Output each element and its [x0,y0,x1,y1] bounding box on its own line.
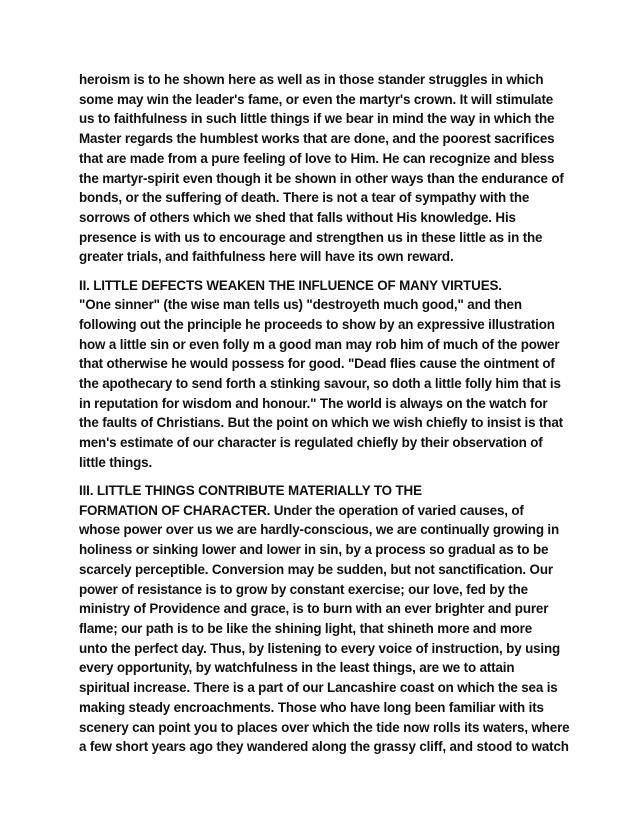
text-line: power of resistance is to grow by constant exercise; our love, fed by the [79,581,528,597]
text-line: FORMATION OF CHARACTER. Under the operation of varied causes, of [79,502,524,518]
text-line: little things. [79,454,153,470]
text-line: making steady encroachments. Those who have long been familiar with its [79,699,544,715]
text-line: us to faithfulness in such little things if we bear in mind the way in which the [79,111,555,127]
text-line: that otherwise he would possess for good. "Dead flies cause the ointment of [79,356,555,372]
text-line: sorrows of others which we shed that falls without His knowledge. His [79,209,516,225]
text-line: a few short years ago they wandered along the grassy cliff, and stood to watch [79,739,569,755]
section-heading-little-things: III. LITTLE THINGS CONTRIBUTE MATERIALLY TO THE [79,483,422,499]
text-line: holiness or sinking lower and lower in sin, by a process so gradual as to be [79,542,549,558]
text-line: how a little sin or even folly m a good man may rob him of much of the power [79,336,560,352]
text-line: some may win the leader's fame, or even the martyr's crown. It will stimulate [79,91,554,107]
body-text [79,70,573,765]
paragraph-little-things [79,481,573,757]
section-heading-little-defects: II. LITTLE DEFECTS WEAKEN THE INFLUENCE OF MANY VIRTUES. [79,277,502,293]
text-line: whose power over us we are hardly-conscious, we are continually growing in [79,522,560,538]
text-line: the faults of Christians. But the point on which we wish chiefly to insist is that [79,415,563,431]
text-line: spiritual increase. There is a part of our Lancashire coast on which the sea is [79,680,558,696]
text-line: greater trials, and faithfulness here will have its own reward. [79,249,454,265]
paragraph-heroism [79,70,573,267]
text-line: heroism is to he shown here as well as in those stander struggles in which [79,72,544,87]
text-line: following out the principle he proceeds to show by an expressive illustration [79,316,555,332]
text-line: every opportunity, by watchfulness in the least things, are we to attain [79,660,515,676]
text-line: in reputation for wisdom and honour." The world is always on the watch for [79,395,548,411]
text-line: scenery can point you to places over which the tide now rolls its waters, where [79,719,570,735]
text-line: Master regards the humblest works that are done, and the poorest sacrifices [79,131,555,147]
text-line: ministry of Providence and grace, is to burn with an ever brighter and purer [79,601,549,617]
text-line: flame; our path is to be like the shining light, that shineth more and more [79,620,533,636]
text-line: men's estimate of our character is regulated chiefly by their observation of [79,435,543,451]
text-line: scarcely perceptible. Conversion may be sudden, but not sanctification. Our [79,561,553,577]
text-line: that are made from a pure feeling of love to Him. He can recognize and bless [79,150,555,166]
text-line: presence is with us to encourage and strengthen us in these little as in the [79,229,543,245]
text-line: bonds, or the suffering of death. There is not a tear of sympathy with the [79,190,530,206]
paragraph-little-defects [79,276,573,473]
text-line: the apothecary to send forth a stinking savour, so doth a little folly him that is [79,376,561,392]
text-line: unto the perfect day. Thus, by listening to every voice of instruction, by using [79,640,561,656]
text-line: "One sinner" (the wise man tells us) "destroyeth much good," and then [79,297,522,313]
text-line: the martyr-spirit even though it be shown in other ways than the endurance of [79,170,564,186]
